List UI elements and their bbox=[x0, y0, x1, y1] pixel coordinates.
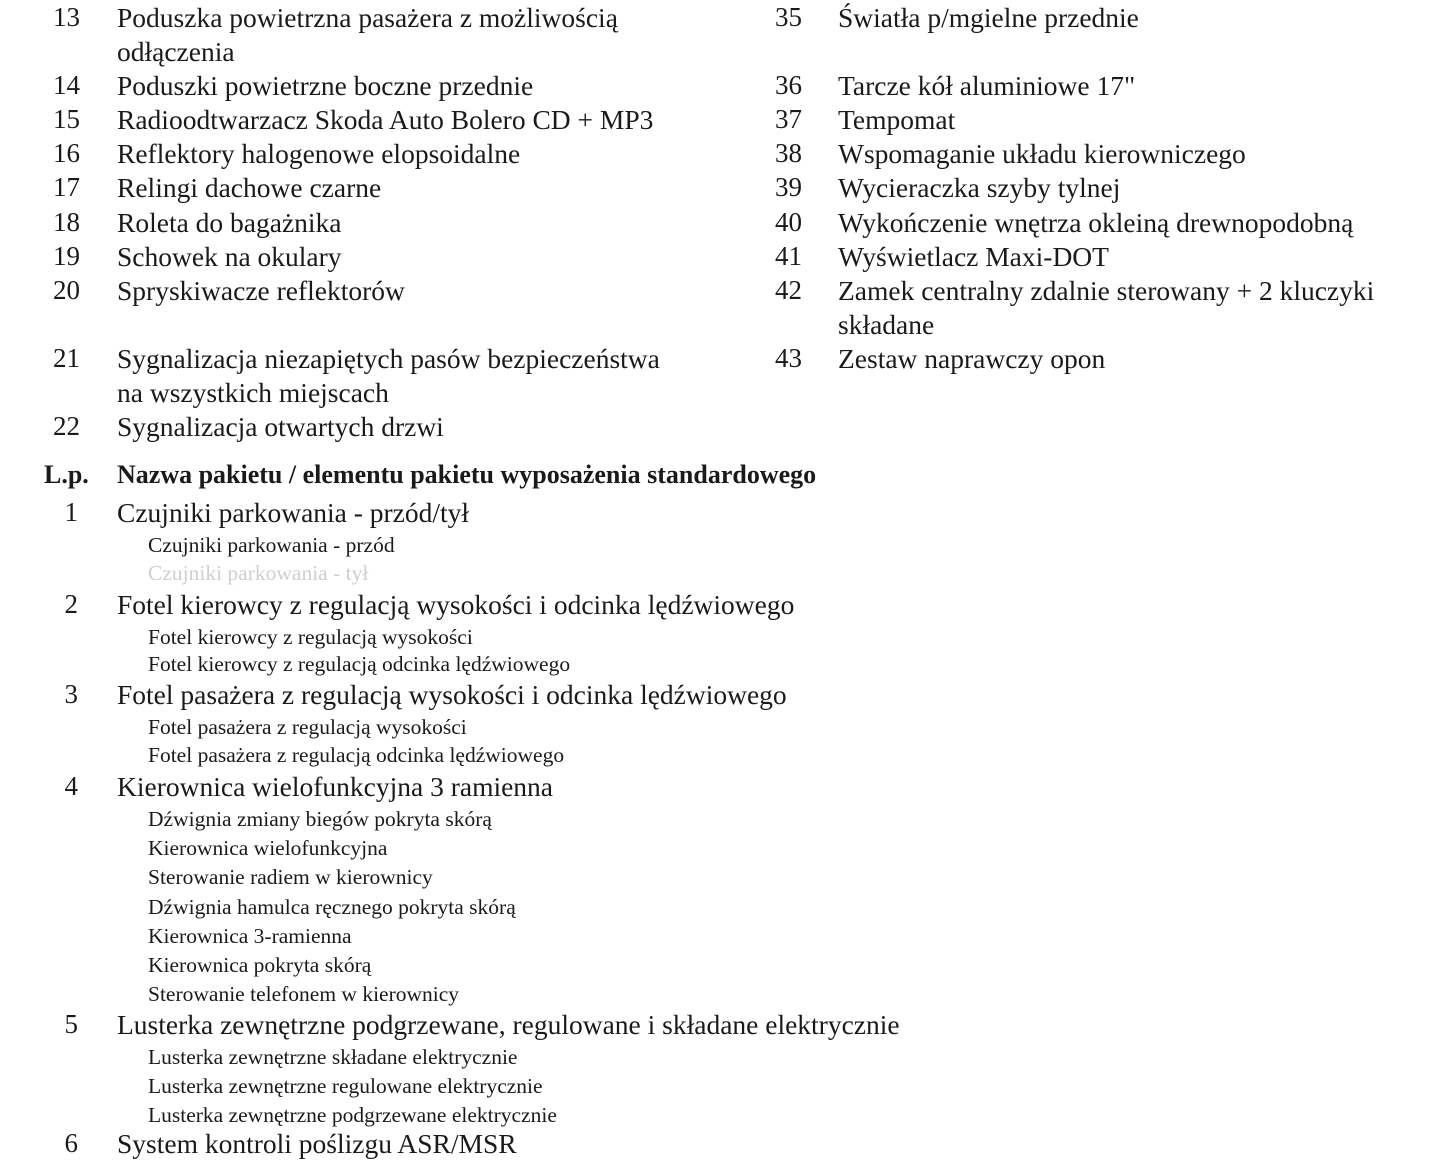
equipment-item-text: Wspomaganie układu kierowniczego bbox=[838, 138, 1246, 169]
item-number: 13 bbox=[53, 2, 80, 32]
item-number: 40 bbox=[775, 207, 802, 237]
equipment-item-text: Wycieraczka szyby tylnej bbox=[838, 172, 1121, 203]
equipment-item-text: Tarcze kół aluminiowe 17" bbox=[838, 70, 1136, 101]
package-element: Lusterka zewnętrzne regulowane elektrycznie bbox=[148, 1074, 543, 1098]
package-element: Kierownica 3-ramienna bbox=[148, 923, 352, 948]
package-element: Lusterka zewnętrzne podgrzewane elektrycznie bbox=[148, 1103, 557, 1127]
equipment-item-text: Roleta do bagażnika bbox=[117, 207, 342, 238]
package-element: Fotel pasażera z regulacją wysokości bbox=[148, 715, 467, 739]
package-element: Fotel kierowcy z regulacją odcinka lędźwiowego bbox=[148, 652, 571, 676]
item-number: 22 bbox=[53, 411, 80, 441]
package-name: Fotel kierowcy z regulacją wysokości i odcinka lędźwiowego bbox=[117, 589, 795, 620]
package-name: Fotel pasażera z regulacją wysokości i odcinka lędźwiowego bbox=[117, 679, 787, 710]
column-header-lp: L.p. bbox=[44, 460, 89, 489]
equipment-item-text: odłączenia bbox=[117, 36, 235, 67]
equipment-item-text: Relingi dachowe czarne bbox=[117, 172, 382, 203]
package-element: Dźwignia hamulca ręcznego pokryta skórą bbox=[148, 894, 516, 919]
package-number: 2 bbox=[64, 589, 78, 619]
equipment-item-text: Tempomat bbox=[838, 104, 956, 135]
package-element: Lusterka zewnętrzne składane elektrycznie bbox=[148, 1045, 518, 1069]
package-element: Sterowanie radiem w kierownicy bbox=[148, 865, 433, 890]
equipment-item-text: Radioodtwarzacz Skoda Auto Bolero CD + MP3 bbox=[117, 104, 654, 135]
package-number: 3 bbox=[64, 679, 78, 709]
item-number: 35 bbox=[775, 2, 802, 32]
package-element: Fotel pasażera z regulacją odcinka lędźwiowego bbox=[148, 743, 565, 767]
equipment-item-text: na wszystkich miejscach bbox=[117, 377, 389, 408]
package-name: Czujniki parkowania - przód/tył bbox=[117, 497, 470, 528]
item-number: 18 bbox=[53, 207, 80, 237]
package-element: Kierownica pokryta skórą bbox=[148, 953, 372, 977]
package-element: Sterowanie telefonem w kierownicy bbox=[148, 982, 460, 1007]
equipment-item-text: Reflektory halogenowe elopsoidalne bbox=[117, 138, 521, 169]
item-number: 21 bbox=[53, 343, 80, 373]
equipment-item-text: Zestaw naprawczy opon bbox=[838, 343, 1106, 374]
equipment-item-text: składane bbox=[838, 309, 935, 340]
package-name: System kontroli poślizgu ASR/MSR bbox=[117, 1128, 517, 1159]
item-number: 43 bbox=[775, 343, 802, 373]
item-number: 19 bbox=[53, 241, 80, 271]
item-number: 39 bbox=[775, 172, 802, 202]
package-number: 5 bbox=[64, 1009, 78, 1039]
equipment-item-text: Poduszki powietrzne boczne przednie bbox=[117, 70, 534, 101]
package-element: Kierownica wielofunkcyjna bbox=[148, 836, 388, 861]
item-number: 20 bbox=[53, 275, 80, 305]
equipment-item-text: Schowek na okulary bbox=[117, 241, 342, 272]
item-number: 42 bbox=[775, 275, 802, 305]
equipment-item-text: Zamek centralny zdalnie sterowany + 2 kluczyki bbox=[838, 275, 1375, 306]
item-number: 16 bbox=[53, 138, 80, 168]
item-number: 41 bbox=[775, 241, 802, 271]
equipment-item-text: Światła p/mgielne przednie bbox=[838, 2, 1139, 33]
package-number: 6 bbox=[64, 1128, 78, 1158]
equipment-item-text: Wykończenie wnętrza okleiną drewnopodobną bbox=[838, 207, 1354, 238]
item-number: 37 bbox=[775, 104, 802, 134]
equipment-item-text: Sygnalizacja otwartych drzwi bbox=[117, 411, 444, 442]
item-number: 36 bbox=[775, 70, 802, 100]
package-element: Czujniki parkowania - przód bbox=[148, 533, 395, 557]
item-number: 38 bbox=[775, 138, 802, 168]
column-header-package-name: Nazwa pakietu / elementu pakietu wyposażenia standardowego bbox=[117, 460, 817, 489]
item-number: 15 bbox=[53, 104, 80, 134]
package-element: Dźwignia zmiany biegów pokryta skórą bbox=[148, 807, 492, 831]
package-number: 4 bbox=[64, 771, 78, 801]
equipment-item-text: Poduszka powietrzna pasażera z możliwością bbox=[117, 2, 618, 33]
package-name: Kierownica wielofunkcyjna 3 ramienna bbox=[117, 771, 554, 802]
package-number: 1 bbox=[64, 497, 78, 527]
package-element: Fotel kierowcy z regulacją wysokości bbox=[148, 625, 473, 649]
equipment-item-text: Sygnalizacja niezapiętych pasów bezpieczeństwa bbox=[117, 343, 660, 374]
equipment-item-text: Spryskiwacze reflektorów bbox=[117, 275, 405, 306]
item-number: 17 bbox=[53, 172, 80, 202]
package-name: Lusterka zewnętrzne podgrzewane, regulowane i składane elektrycznie bbox=[117, 1009, 900, 1040]
package-element: Czujniki parkowania - tył bbox=[148, 561, 369, 585]
item-number: 14 bbox=[53, 70, 80, 100]
equipment-item-text: Wyświetlacz Maxi-DOT bbox=[838, 241, 1109, 272]
